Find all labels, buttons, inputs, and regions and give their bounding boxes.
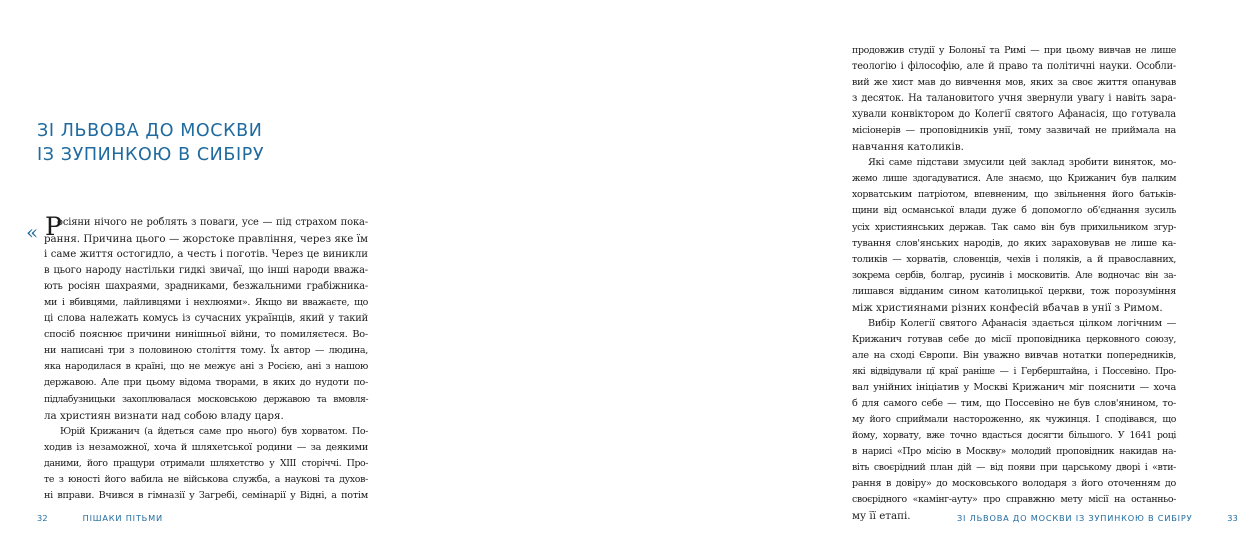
left-text-line: ють росіян шахраями, зрадниками, безжальними грабіжника-	[44, 281, 368, 293]
left-text-line: державою. Але при цьому відома творами, в яких до нудоти по-	[44, 377, 368, 389]
left-page	[0, 0, 400, 551]
running-title-left: ПІШАКИ ПІТЬМИ	[82, 513, 163, 523]
chapter-title-line-1: ЗІ ЛЬВОВА ДО МОСКВИ	[37, 121, 263, 141]
left-text-line: спосіб пояснює причини нинішньої війни, то помиляєтеся. Во-	[44, 329, 368, 341]
left-text-line: те з юності його вабила не військова служба, а наукові та духов-	[44, 473, 368, 485]
right-text-line: зокрема сербів, болгар, русинів і московитів. Але водночас він за-	[852, 269, 1176, 281]
right-text-line: усіх християнських держав. Так само він був прихильником згур-	[852, 221, 1176, 233]
right-text-line: йому, хорвату, вже точно вдасться досягти більшого. У 1641 році	[852, 430, 1176, 442]
right-text-line: толиків — хорватів, словенців, чехів і поляків, а й православних,	[852, 253, 1176, 265]
right-text-line: хували конвіктором до Колегії святого Афанасія, що готувала	[852, 109, 1176, 121]
right-text-line: вал унійних ініціатив у Москві Крижанич міг пояснити — хоча	[852, 381, 1176, 393]
chapter-title-line-2: ІЗ ЗУПИНКОЮ В СИБІРУ	[37, 145, 265, 165]
right-text-line: тування слов'янських народів, до яких зараховував не лише ка-	[852, 237, 1176, 249]
right-text-line: рання в довіру» до московського володаря з його оточенням до	[852, 478, 1176, 490]
right-text-line: які відвідували цї краї раніше — і Герберштайна, і Поссевіно. Про-	[852, 365, 1176, 377]
left-text-line: ходив із незаможної, хоча й шляхетської родини — за деякими	[44, 441, 368, 453]
right-text-line: хорватським патріотом, впевненим, що звільнення його батьків-	[852, 189, 1176, 201]
right-text-line: навчання католиків.	[852, 141, 964, 154]
right-text-line: вий же хист мав до вивчення мов, яких за своє життя опанував	[852, 77, 1176, 89]
right-text-line: Які саме підстави змусили цей заклад зробити виняток, мо-	[868, 157, 1176, 169]
left-text-line: Юрій Крижанич (а йдеться саме про нього) був хорватом. По-	[60, 425, 368, 437]
right-text-line: між християнами різних конфесій вбачав в унії з Римом.	[852, 301, 1163, 314]
right-text-line: місіонерів — проповідників унії, тому зазвичай не приймала на	[852, 125, 1176, 137]
left-text-line: підлабузницьки захоплювалася московською державою та вмовля-	[44, 393, 368, 405]
right-text-line: продовжив студії у Болоньї та Римі — при цьому вивчав не лише	[852, 45, 1176, 56]
left-text-line: в цього народу настільки гидкі звичаї, що інші народи вважа-	[44, 265, 368, 277]
right-text-line: в нарисі «Про місію в Москву» молодий проповідник накидав на-	[852, 446, 1176, 458]
right-page	[400, 0, 1238, 551]
page-number-left: 32	[37, 513, 48, 523]
right-text-line: щини від османської влади дуже б допомогло об'єднання зусиль	[852, 205, 1176, 217]
left-page-footer	[37, 513, 163, 523]
left-text-line: ни написані три з половиною століття тому. Їх автор — людина,	[44, 345, 368, 357]
left-text-line: ла християн визнати над собою владу царя.	[44, 409, 284, 422]
left-text-line: і саме життя остогидло, а честь і поготів. Через це виникли	[44, 249, 368, 261]
page-number-right: 33	[1227, 513, 1238, 523]
left-text-line: ні вправи. Вчився в гімназії у Загребі, семінарії у Відні, а потім	[44, 489, 368, 501]
left-text-line: даними, його пращури отримали шляхетство у XIII сторіччі. Про-	[44, 457, 368, 469]
right-text-line: своєрідного «камінг-ауту» про справжню мету місії на останньо-	[852, 494, 1176, 506]
left-text-line: яка народилася в країні, що не межує ані з Росією, ані з нашою	[44, 361, 368, 373]
left-text-line: рання. Причина цього — жорстоке правління, через яке їм	[44, 233, 368, 246]
right-page-footer	[957, 513, 1238, 523]
right-page-body-text	[852, 43, 1176, 524]
left-page-body-text	[44, 212, 368, 504]
chapter-title	[37, 119, 337, 167]
right-text-line: теологію і філософію, але й право та політичні науки. Особли-	[852, 61, 1176, 73]
drop-cap: Р	[45, 212, 62, 241]
left-text-line: ми і вбивцями, лайливцями і нехлюями». Якщо ви вважаєте, що	[44, 297, 368, 309]
right-text-line: му його сприймали настороженно, як чужинця. І сподівався, що	[852, 414, 1176, 426]
opening-quote-mark: «	[26, 220, 39, 244]
right-text-line: але на сході Європи. Він уважно вивчав нотатки попередників,	[852, 349, 1176, 361]
right-text-line: б для самого себе — тим, що Поссевіно не був слов'янином, то-	[852, 398, 1176, 410]
running-title-right: ЗІ ЛЬВОВА ДО МОСКВИ ІЗ ЗУПИНКОЮ В СИБІРУ	[957, 513, 1193, 523]
right-text-line: Вибір Колегії святого Афанасія здається цілком логічним —	[868, 317, 1176, 329]
left-text-line: осіяни нічого не роблять з поваги, усе — під страхом пока-	[57, 217, 368, 228]
right-text-line: му її етапі.	[852, 510, 911, 523]
right-text-line: Крижанич готував себе до місії проповідника церковного союзу,	[852, 333, 1176, 345]
left-text-line: ці слова належать комусь із сучасних українців, який у такий	[44, 313, 368, 325]
right-text-line: лишався відданим сином католицької церкви, тож порозуміння	[852, 285, 1176, 297]
right-text-line: віть своєрідний план дій — від появи при царському дворі і «вти-	[852, 462, 1176, 474]
right-text-line: жемо лише здогадуватися. Але знаємо, що Крижанич був палким	[852, 173, 1176, 185]
right-text-line: з десяток. На талановитого учня звернули увагу і навіть зара-	[852, 93, 1176, 105]
